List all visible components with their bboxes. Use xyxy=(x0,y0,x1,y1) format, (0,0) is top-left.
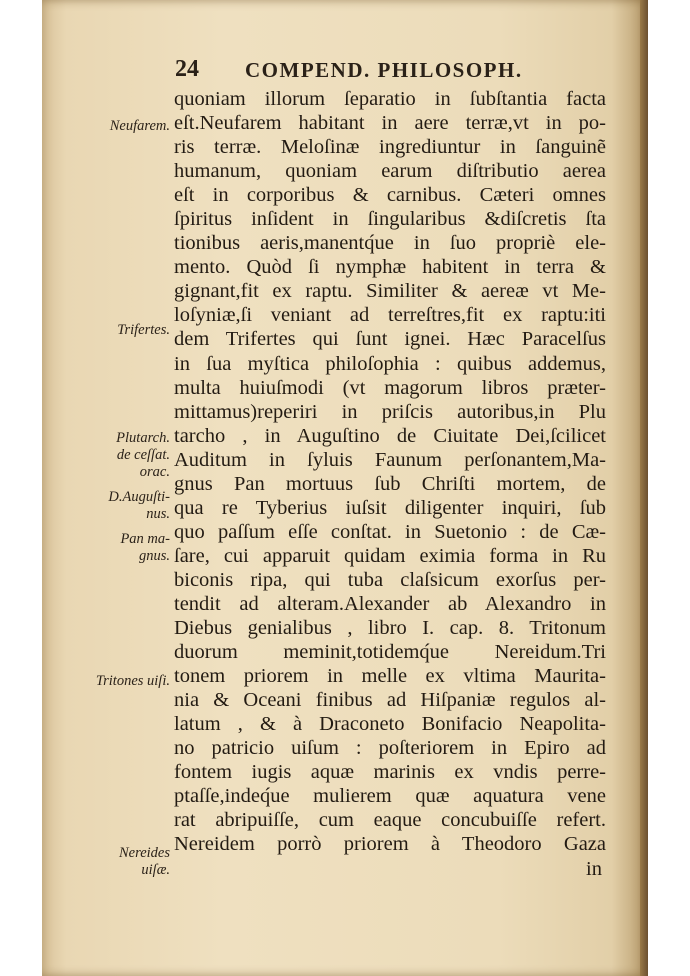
running-head: COMPEND. PHILOSOPH. xyxy=(245,58,523,82)
page-number: 24 xyxy=(175,56,199,82)
text-line: ptaſſe,indeq́ue mulierem quæ aquatura vene xyxy=(174,785,606,808)
text-line: fontem iugis aquæ marinis ex vndis perre- xyxy=(174,761,606,784)
text-line: rat abripuiſſe, cum eaque concubuiſſe refert. xyxy=(174,809,606,832)
marginal-note-line: de ceſſat. xyxy=(116,447,170,463)
marginal-note-line: gnus. xyxy=(138,548,170,564)
marginal-note-line: Pan ma- xyxy=(120,531,170,547)
marginal-note-trifertes xyxy=(70,322,170,339)
text-line: latum , & à Draconeto Bonifacio Neapolita- xyxy=(174,713,606,736)
text-line: ris terræ. Meloſinæ ingrediuntur in ſanguinẽ xyxy=(174,136,606,159)
text-line: loſyniæ,ſi veniant ad terreſtres,fit ex raptu:iti xyxy=(174,304,606,327)
text-line: biconis ripa, qui tuba claſsicum exorſus per- xyxy=(174,568,606,591)
text-line: tarcho , in Auguſtino de Ciuitate Dei,ſcilicet xyxy=(174,424,606,447)
marginal-note-line: nus. xyxy=(146,506,170,522)
marginal-note-line: uiſæ. xyxy=(141,862,170,878)
text-line: ſare, cui apparuit quidam eximia forma in Ru xyxy=(174,544,606,567)
text-line: mento. Quòd ſi nymphæ habitent in terra & xyxy=(174,256,606,279)
marginal-note-line: Tritones uiſi. xyxy=(95,673,170,689)
text-line: gnus Pan mortuus ſub Chriſti mortem, de xyxy=(174,472,606,495)
text-line: tonem priorem in melle ex vltima Maurita- xyxy=(174,665,606,688)
text-line: dem Trifertes qui ſunt ignei. Hæc Paracelſus xyxy=(174,328,606,351)
marginal-note-pan-magnus xyxy=(70,531,170,565)
text-line: Diebus genialibus , libro I. cap. 8. Tritonum xyxy=(174,617,606,640)
main-text-block xyxy=(174,87,606,881)
text-line: no patricio uiſum : poſteriorem in Epiro ad xyxy=(174,737,606,760)
text-line: Nereidem porrò priorem à Theodoro Gaza xyxy=(174,833,606,856)
text-line: duorum meminit,totidemq́ue Nereidum.Tri xyxy=(174,641,606,664)
text-line: eſt.Neufarem habitant in aere terræ,vt in po- xyxy=(174,112,606,135)
text-line: qua re Tyberius iuſsit diligenter inquiri, ſub xyxy=(174,496,606,519)
marginal-note-line: Neufarem. xyxy=(109,118,170,134)
text-line: multa huiuſmodi (vt magorum libros præter- xyxy=(174,376,606,399)
marginal-note-augustinus xyxy=(70,489,170,523)
marginal-note-line: Trifertes. xyxy=(117,322,170,338)
text-line: quoniam illorum ſeparatio in ſubſtantia facta xyxy=(174,88,606,110)
marginal-note-neufarem xyxy=(70,118,170,135)
text-line: in ſua myſtica philoſophia : quibus addemus, xyxy=(174,352,606,375)
text-line: tionibus aeris,manentq́ue in ſuo propriè ele- xyxy=(174,232,606,255)
text-line: gignant,fit ex raptu. Similiter & aereæ vt Me- xyxy=(174,280,606,303)
text-line: humanum, quoniam earum diſtributio aerea xyxy=(174,160,606,183)
text-line: Auditum in ſyluis Faunum perſonantem,Ma- xyxy=(174,448,606,471)
marginal-note-line: D.Auguſti- xyxy=(108,489,170,505)
text-line: ſpiritus inſident in ſingularibus &diſcretis ſta xyxy=(174,208,606,231)
marginal-note-tritones xyxy=(70,673,170,690)
text-line: nia & Oceani finibus ad Hiſpaniæ regulos al- xyxy=(174,689,606,712)
text-line: mittamus)reperiri in priſcis autoribus,in Plu xyxy=(174,400,606,423)
text-line: quo paſſum eſſe conſtat. in Suetonio : de Cæ- xyxy=(174,520,606,543)
marginal-note-line: Plutarch. xyxy=(116,430,170,446)
text-line: tendit ad alteram.Alexander ab Alexandro in xyxy=(174,592,606,615)
marginal-note-nereides xyxy=(70,845,170,879)
catchword: in xyxy=(586,857,602,880)
text-line: eſt in corporibus & carnibus. Cæteri omnes xyxy=(174,184,606,207)
marginal-note-line: Nereides xyxy=(118,845,170,861)
marginal-note-plutarch xyxy=(70,430,170,481)
marginal-note-line: orac. xyxy=(139,464,170,480)
book-gutter xyxy=(640,0,648,976)
